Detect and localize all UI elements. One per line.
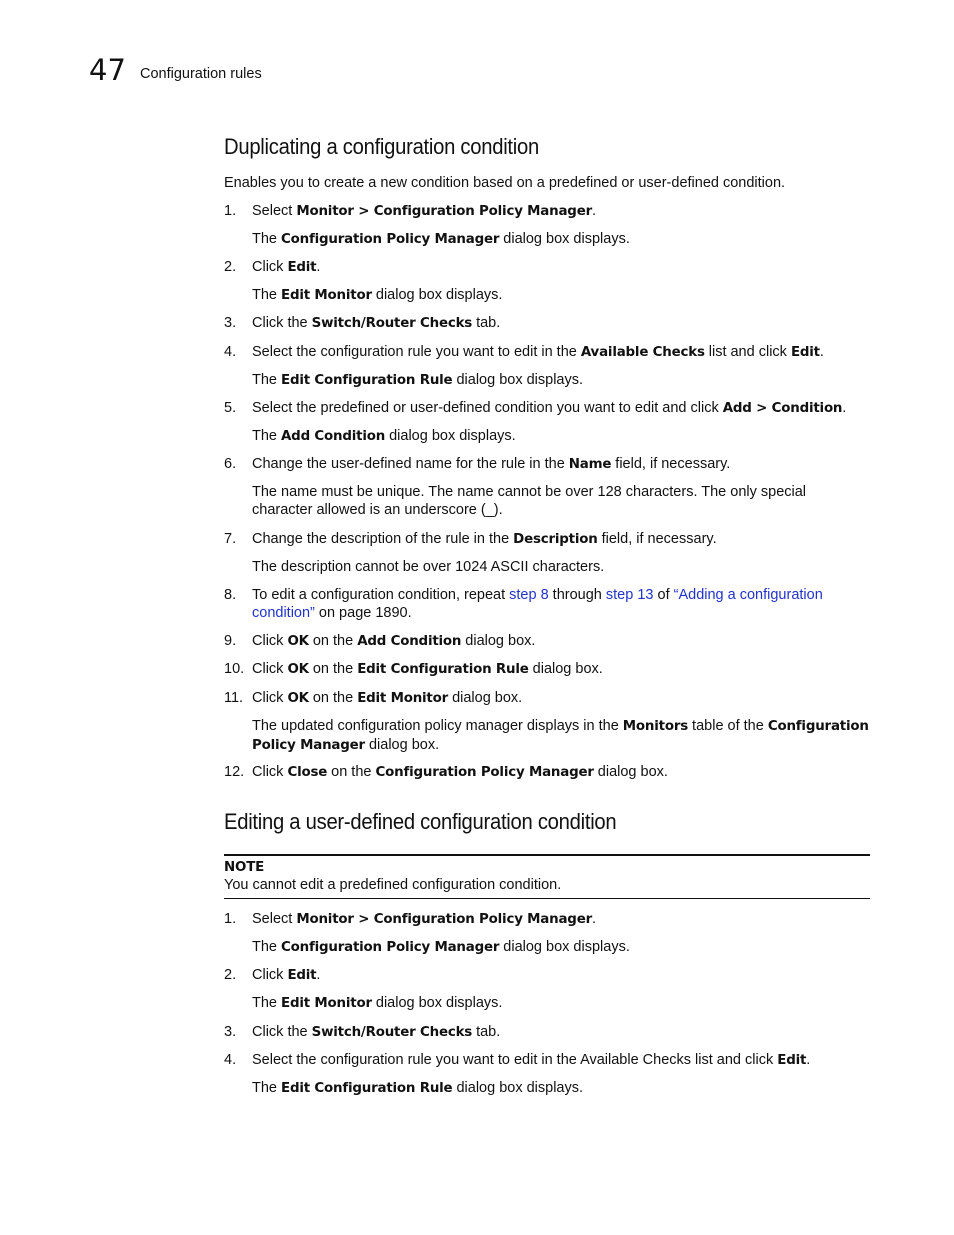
note-bottom-rule [224, 898, 870, 899]
step-3-text: Click the Switch/Router Checks tab. [252, 1024, 501, 1040]
step-6-text: Change the user-defined name for the rule in the Name field, if necessary. [252, 456, 731, 472]
step-12-text: Click Close on the Configuration Policy Manager dialog box. [252, 764, 668, 780]
step-7-note: The description cannot be over 1024 ASCII characters. [252, 559, 605, 575]
step-8-text: To edit a configuration condition, repeat step 8 through step 13 of “Adding a configuration condition” on page 1890. [252, 587, 823, 621]
note-top-rule [224, 854, 870, 856]
step-number: 5. [224, 400, 237, 416]
step-5-result: The Add Condition dialog box displays. [252, 428, 516, 444]
step-2-result: The Edit Monitor dialog box displays. [252, 995, 503, 1011]
section-title-editing: Editing a user-defined configuration condition [224, 809, 617, 834]
link-adding-configuration-condition[interactable]: “Adding a configuration condition” [252, 587, 823, 621]
step-number: 4. [224, 1052, 237, 1068]
section-intro: Enables you to create a new condition based on a predefined or user-defined condition. [224, 175, 786, 191]
step-number: 1. [224, 911, 237, 927]
step-11-result: The updated configuration policy manager displays in the Monitors table of the Configuration Policy Manager dialog box. [252, 718, 869, 753]
step-1-text: Select Monitor > Configuration Policy Manager. [252, 911, 597, 927]
step-2-text: Click Edit. [252, 967, 321, 983]
step-1-result: The Configuration Policy Manager dialog box displays. [252, 939, 630, 955]
step-4-text: Select the configuration rule you want to edit in the Available Checks list and click Edit. [252, 344, 824, 360]
step-10-text: Click OK on the Edit Configuration Rule dialog box. [252, 661, 603, 677]
step-2-result: The Edit Monitor dialog box displays. [252, 287, 503, 303]
step-number: 8. [224, 587, 237, 603]
step-number: 9. [224, 633, 237, 649]
step-number: 11. [224, 690, 244, 706]
step-number: 6. [224, 456, 237, 472]
step-7-text: Change the description of the rule in the Description field, if necessary. [252, 531, 717, 547]
step-5-text: Select the predefined or user-defined condition you want to edit and click Add > Condition. [252, 400, 847, 416]
step-number: 12. [224, 764, 245, 780]
step-number: 4. [224, 344, 237, 360]
step-1-text: Select Monitor > Configuration Policy Manager. [252, 203, 597, 219]
chapter-number: 47 [89, 53, 126, 87]
link-step-13[interactable]: step 13 [605, 587, 654, 603]
step-number: 3. [224, 315, 237, 331]
step-4-text: Select the configuration rule you want to edit in the Available Checks list and click Edit. [252, 1052, 811, 1068]
step-2-text: Click Edit. [252, 259, 321, 275]
step-number: 1. [224, 203, 237, 219]
step-11-text: Click OK on the Edit Monitor dialog box. [252, 690, 523, 706]
chapter-title: Configuration rules [140, 66, 262, 82]
step-4-result: The Edit Configuration Rule dialog box displays. [252, 372, 584, 388]
step-number: 7. [224, 531, 237, 547]
note-label: NOTE [224, 860, 265, 875]
note-text: You cannot edit a predefined configuration condition. [224, 877, 562, 893]
step-1-result: The Configuration Policy Manager dialog box displays. [252, 231, 630, 247]
step-4-result: The Edit Configuration Rule dialog box displays. [252, 1080, 584, 1096]
step-number: 2. [224, 259, 237, 275]
step-number: 2. [224, 967, 237, 983]
step-number: 10. [224, 661, 245, 677]
step-9-text: Click OK on the Add Condition dialog box. [252, 633, 536, 649]
step-3-text: Click the Switch/Router Checks tab. [252, 315, 501, 331]
link-step-8[interactable]: step 8 [509, 587, 549, 603]
step-number: 3. [224, 1024, 237, 1040]
step-6-note: The name must be unique. The name cannot be over 128 characters. The only special character allowed is an underscore (_). [252, 484, 807, 518]
section-title-duplicating: Duplicating a configuration condition [224, 134, 539, 159]
